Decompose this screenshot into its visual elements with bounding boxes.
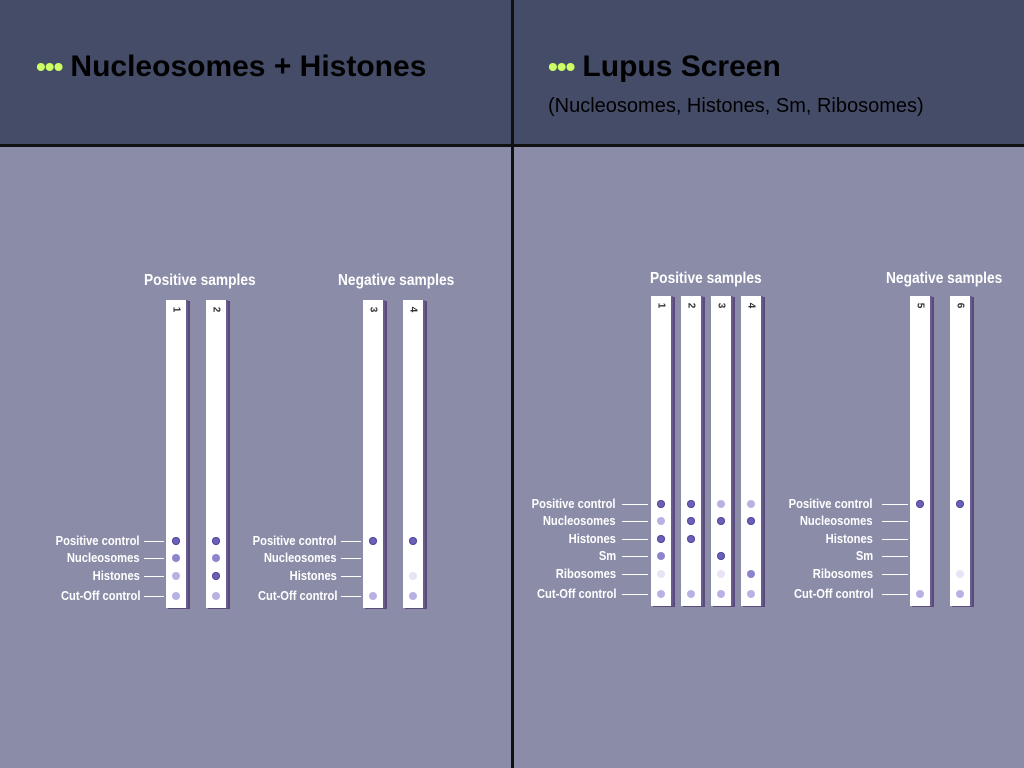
row-tick — [622, 574, 648, 575]
row-label: Histones — [92, 568, 140, 583]
row-label: Positive control — [56, 533, 140, 548]
right-title-text: Lupus Screen — [582, 50, 781, 83]
right-negative-samples-label: Negative samples — [886, 270, 1003, 287]
row-tick — [622, 521, 648, 522]
reaction-dot — [747, 500, 755, 508]
reaction-dot — [657, 500, 665, 508]
reaction-dot — [172, 537, 180, 545]
row-tick — [882, 539, 908, 540]
reaction-dot — [687, 500, 695, 508]
reaction-dot — [212, 537, 220, 545]
reaction-dot — [657, 552, 665, 560]
row-label: Sm — [855, 548, 873, 563]
row-label: Cut-Off control — [793, 586, 873, 601]
row-tick — [882, 556, 908, 557]
row-label: Nucleosomes — [800, 513, 873, 528]
row-tick — [341, 596, 361, 597]
strip-number: 1 — [655, 302, 667, 309]
left-title-text: Nucleosomes + Histones — [70, 50, 427, 83]
row-tick — [622, 556, 648, 557]
row-label: Cut-Off control — [60, 588, 140, 603]
reaction-dot — [956, 500, 964, 508]
reaction-dot — [657, 517, 665, 525]
row-tick — [882, 574, 908, 575]
reaction-dot — [657, 535, 665, 543]
strip-number: 6 — [954, 302, 966, 309]
test-strip-4 — [403, 300, 425, 608]
reaction-dot — [956, 570, 964, 578]
row-label: Ribosomes — [812, 566, 873, 581]
reaction-dot — [409, 572, 417, 580]
bullet-dots: ••• — [548, 51, 575, 82]
row-label: Positive control — [532, 496, 616, 511]
left-negative-samples-label: Negative samples — [338, 272, 455, 289]
row-tick — [341, 558, 361, 559]
row-label: Nucleosomes — [67, 550, 140, 565]
row-label: Cut-Off control — [536, 586, 616, 601]
reaction-dot — [717, 517, 725, 525]
reaction-dot — [212, 554, 220, 562]
left-panel-title — [36, 50, 426, 84]
row-label: Ribosomes — [555, 566, 616, 581]
reaction-dot — [956, 590, 964, 598]
test-strip-4 — [741, 296, 763, 606]
strip-number: 3 — [715, 302, 727, 309]
row-tick — [622, 539, 648, 540]
row-label: Cut-Off control — [257, 588, 337, 603]
test-strip-5 — [910, 296, 932, 606]
reaction-dot — [916, 500, 924, 508]
reaction-dot — [172, 554, 180, 562]
strip-number: 5 — [914, 302, 926, 309]
reaction-dot — [687, 535, 695, 543]
reaction-dot — [212, 572, 220, 580]
reaction-dot — [717, 552, 725, 560]
test-strip-6 — [950, 296, 972, 606]
row-tick — [622, 594, 648, 595]
row-label: Positive control — [253, 533, 337, 548]
row-tick — [882, 521, 908, 522]
test-strip-2 — [681, 296, 703, 606]
reaction-dot — [172, 592, 180, 600]
panel-divider — [511, 0, 514, 768]
reaction-dot — [916, 590, 924, 598]
reaction-dot — [747, 517, 755, 525]
row-tick — [882, 594, 908, 595]
reaction-dot — [717, 500, 725, 508]
strip-number: 4 — [745, 302, 757, 309]
row-tick — [144, 541, 164, 542]
reaction-dot — [717, 590, 725, 598]
row-tick — [144, 576, 164, 577]
row-label: Positive control — [789, 496, 873, 511]
strip-number: 4 — [407, 306, 419, 313]
reaction-dot — [172, 572, 180, 580]
right-panel-title — [548, 50, 781, 84]
row-label: Nucleosomes — [264, 550, 337, 565]
right-panel-subtitle: (Nucleosomes, Histones, Sm, Ribosomes) — [548, 95, 924, 117]
reaction-dot — [369, 592, 377, 600]
row-label: Nucleosomes — [543, 513, 616, 528]
row-label: Histones — [289, 568, 337, 583]
row-tick — [622, 504, 648, 505]
bullet-dots: ••• — [36, 51, 63, 82]
reaction-dot — [409, 537, 417, 545]
test-strip-3 — [363, 300, 385, 608]
row-tick — [341, 576, 361, 577]
reaction-dot — [717, 570, 725, 578]
strip-number: 2 — [210, 306, 222, 313]
strip-number: 3 — [367, 306, 379, 313]
strip-number: 2 — [685, 302, 697, 309]
right-positive-samples-label: Positive samples — [650, 270, 762, 287]
row-label: Histones — [568, 531, 616, 546]
row-tick — [882, 504, 908, 505]
reaction-dot — [657, 570, 665, 578]
reaction-dot — [369, 537, 377, 545]
reaction-dot — [657, 590, 665, 598]
strip-number: 1 — [170, 306, 182, 313]
left-positive-samples-label: Positive samples — [144, 272, 256, 289]
row-tick — [144, 596, 164, 597]
row-tick — [144, 558, 164, 559]
reaction-dot — [687, 517, 695, 525]
reaction-dot — [409, 592, 417, 600]
row-label: Histones — [825, 531, 873, 546]
reaction-dot — [747, 590, 755, 598]
reaction-dot — [212, 592, 220, 600]
row-tick — [341, 541, 361, 542]
reaction-dot — [687, 590, 695, 598]
row-label: Sm — [598, 548, 616, 563]
reaction-dot — [747, 570, 755, 578]
